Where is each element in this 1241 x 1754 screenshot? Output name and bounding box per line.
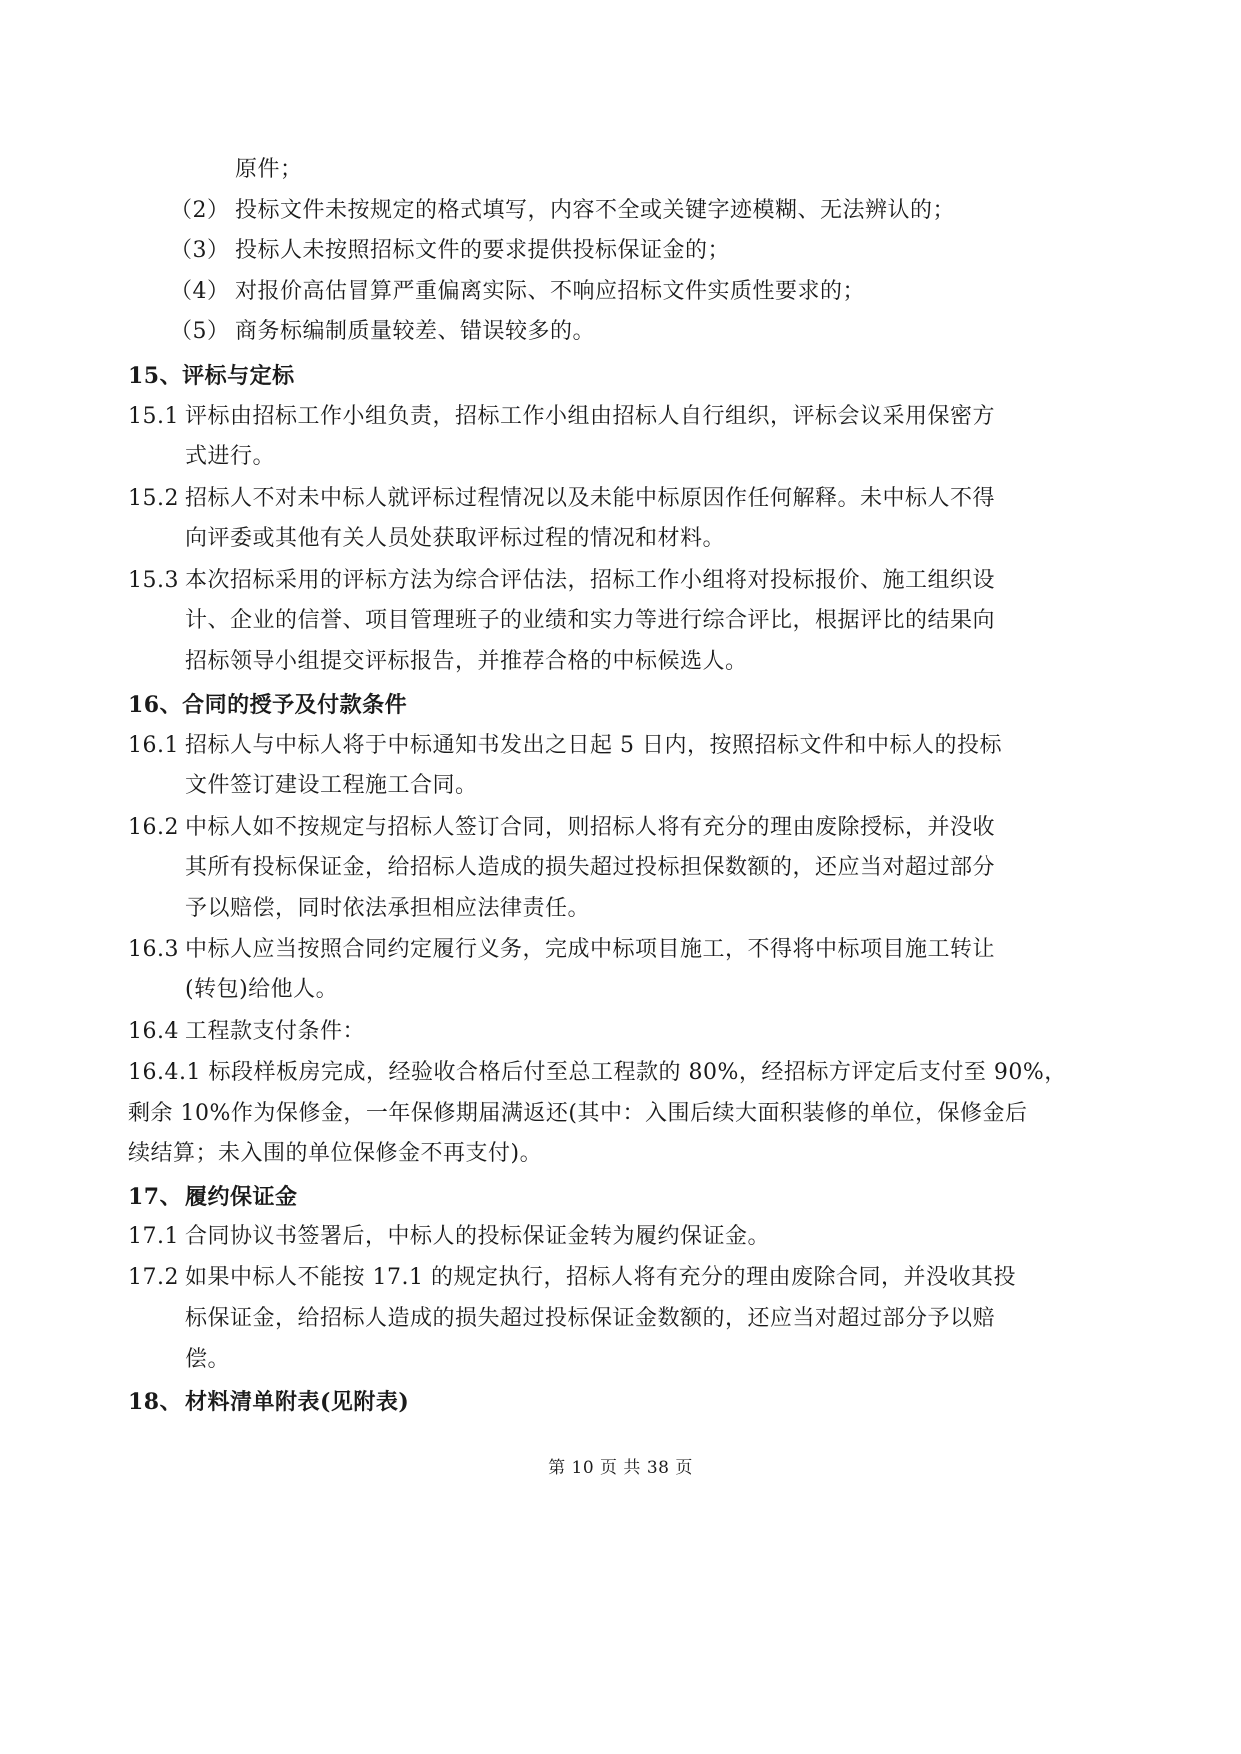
- clause-17-2-cont: 偿。: [185, 1347, 231, 1372]
- clause-15-1: 15.1 评标由招标工作小组负责，招标工作小组由招标人自行组织，评标会议采用保密方: [128, 404, 996, 429]
- clause-16-2: 16.2 中标人如不按规定与招标人签订合同，则招标人将有充分的理由废除授标，并没收: [128, 815, 996, 840]
- clause-15-2: 15.2 招标人不对未中标人就评标过程情况以及未能中标原因作任何解释。未中标人不得: [128, 486, 996, 511]
- clause-15-3-cont: 招标领导小组提交评标报告，并推荐合格的中标候选人。: [185, 649, 748, 674]
- clause-16-1-cont: 文件签订建设工程施工合同。: [185, 773, 478, 798]
- clause-16-2-cont: 其所有投标保证金，给招标人造成的损失超过投标担保数额的，还应当对超过部分: [185, 855, 996, 880]
- clause-15-2-cont: 向评委或其他有关人员处获取评标过程的情况和材料。: [185, 526, 726, 551]
- list-item-3: （3） 投标人未按照招标文件的要求提供投标保证金的；: [170, 238, 731, 263]
- clause-16-3-cont: (转包)给他人。: [185, 977, 339, 1002]
- clause-16-2-cont: 予以赔偿，同时依法承担相应法律责任。: [185, 896, 591, 921]
- list-item-5: （5） 商务标编制质量较差、错误较多的。: [170, 319, 596, 344]
- page-footer: 第 10 页 共 38 页: [548, 1458, 693, 1478]
- clause-17-1: 17.1 合同协议书签署后，中标人的投标保证金转为履约保证金。: [128, 1224, 771, 1249]
- list-item-4: （4） 对报价高估冒算严重偏离实际、不响应招标文件实质性要求的；: [170, 279, 866, 304]
- clause-16-4: 16.4 工程款支付条件：: [128, 1019, 366, 1044]
- clause-17-2-cont: 标保证金，给招标人造成的损失超过投标保证金数额的，还应当对超过部分予以赔: [185, 1306, 996, 1331]
- clause-15-3: 15.3 本次招标采用的评标方法为综合评估法，招标工作小组将对投标报价、施工组织设: [128, 568, 996, 593]
- clause-16-4-1-cont: 续结算；未入围的单位保修金不再支付)。: [128, 1141, 543, 1166]
- clause-16-3: 16.3 中标人应当按照合同约定履行义务，完成中标项目施工，不得将中标项目施工转让: [128, 937, 996, 962]
- section-heading-16: 16、合同的授予及付款条件: [128, 692, 408, 718]
- section-heading-17: 17、 履约保证金: [128, 1184, 298, 1210]
- clause-16-4-1-cont: 剩余 10%作为保修金，一年保修期届满返还(其中：入围后续大面积装修的单位，保修金后: [128, 1101, 1028, 1126]
- section-heading-15: 15、评标与定标: [128, 363, 295, 389]
- list-item-continuation: 原件；: [235, 157, 303, 182]
- list-item-2: （2） 投标文件未按规定的格式填写，内容不全或关键字迹模糊、无法辨认的；: [170, 198, 956, 223]
- clause-15-1-cont: 式进行。: [185, 444, 276, 469]
- clause-17-2: 17.2 如果中标人不能按 17.1 的规定执行，招标人将有充分的理由废除合同，并没收其投: [128, 1265, 1016, 1290]
- clause-16-4-1: 16.4.1 标段样板房完成，经验收合格后付至总工程款的 80%，经招标方评定后支付至 90%，: [128, 1060, 1067, 1085]
- clause-16-1: 16.1 招标人与中标人将于中标通知书发出之日起 5 日内，按照招标文件和中标人的投标: [128, 733, 1002, 758]
- section-heading-18: 18、 材料清单附表(见附表): [128, 1389, 410, 1415]
- clause-15-3-cont: 计、企业的信誉、项目管理班子的业绩和实力等进行综合评比，根据评比的结果向: [185, 608, 996, 633]
